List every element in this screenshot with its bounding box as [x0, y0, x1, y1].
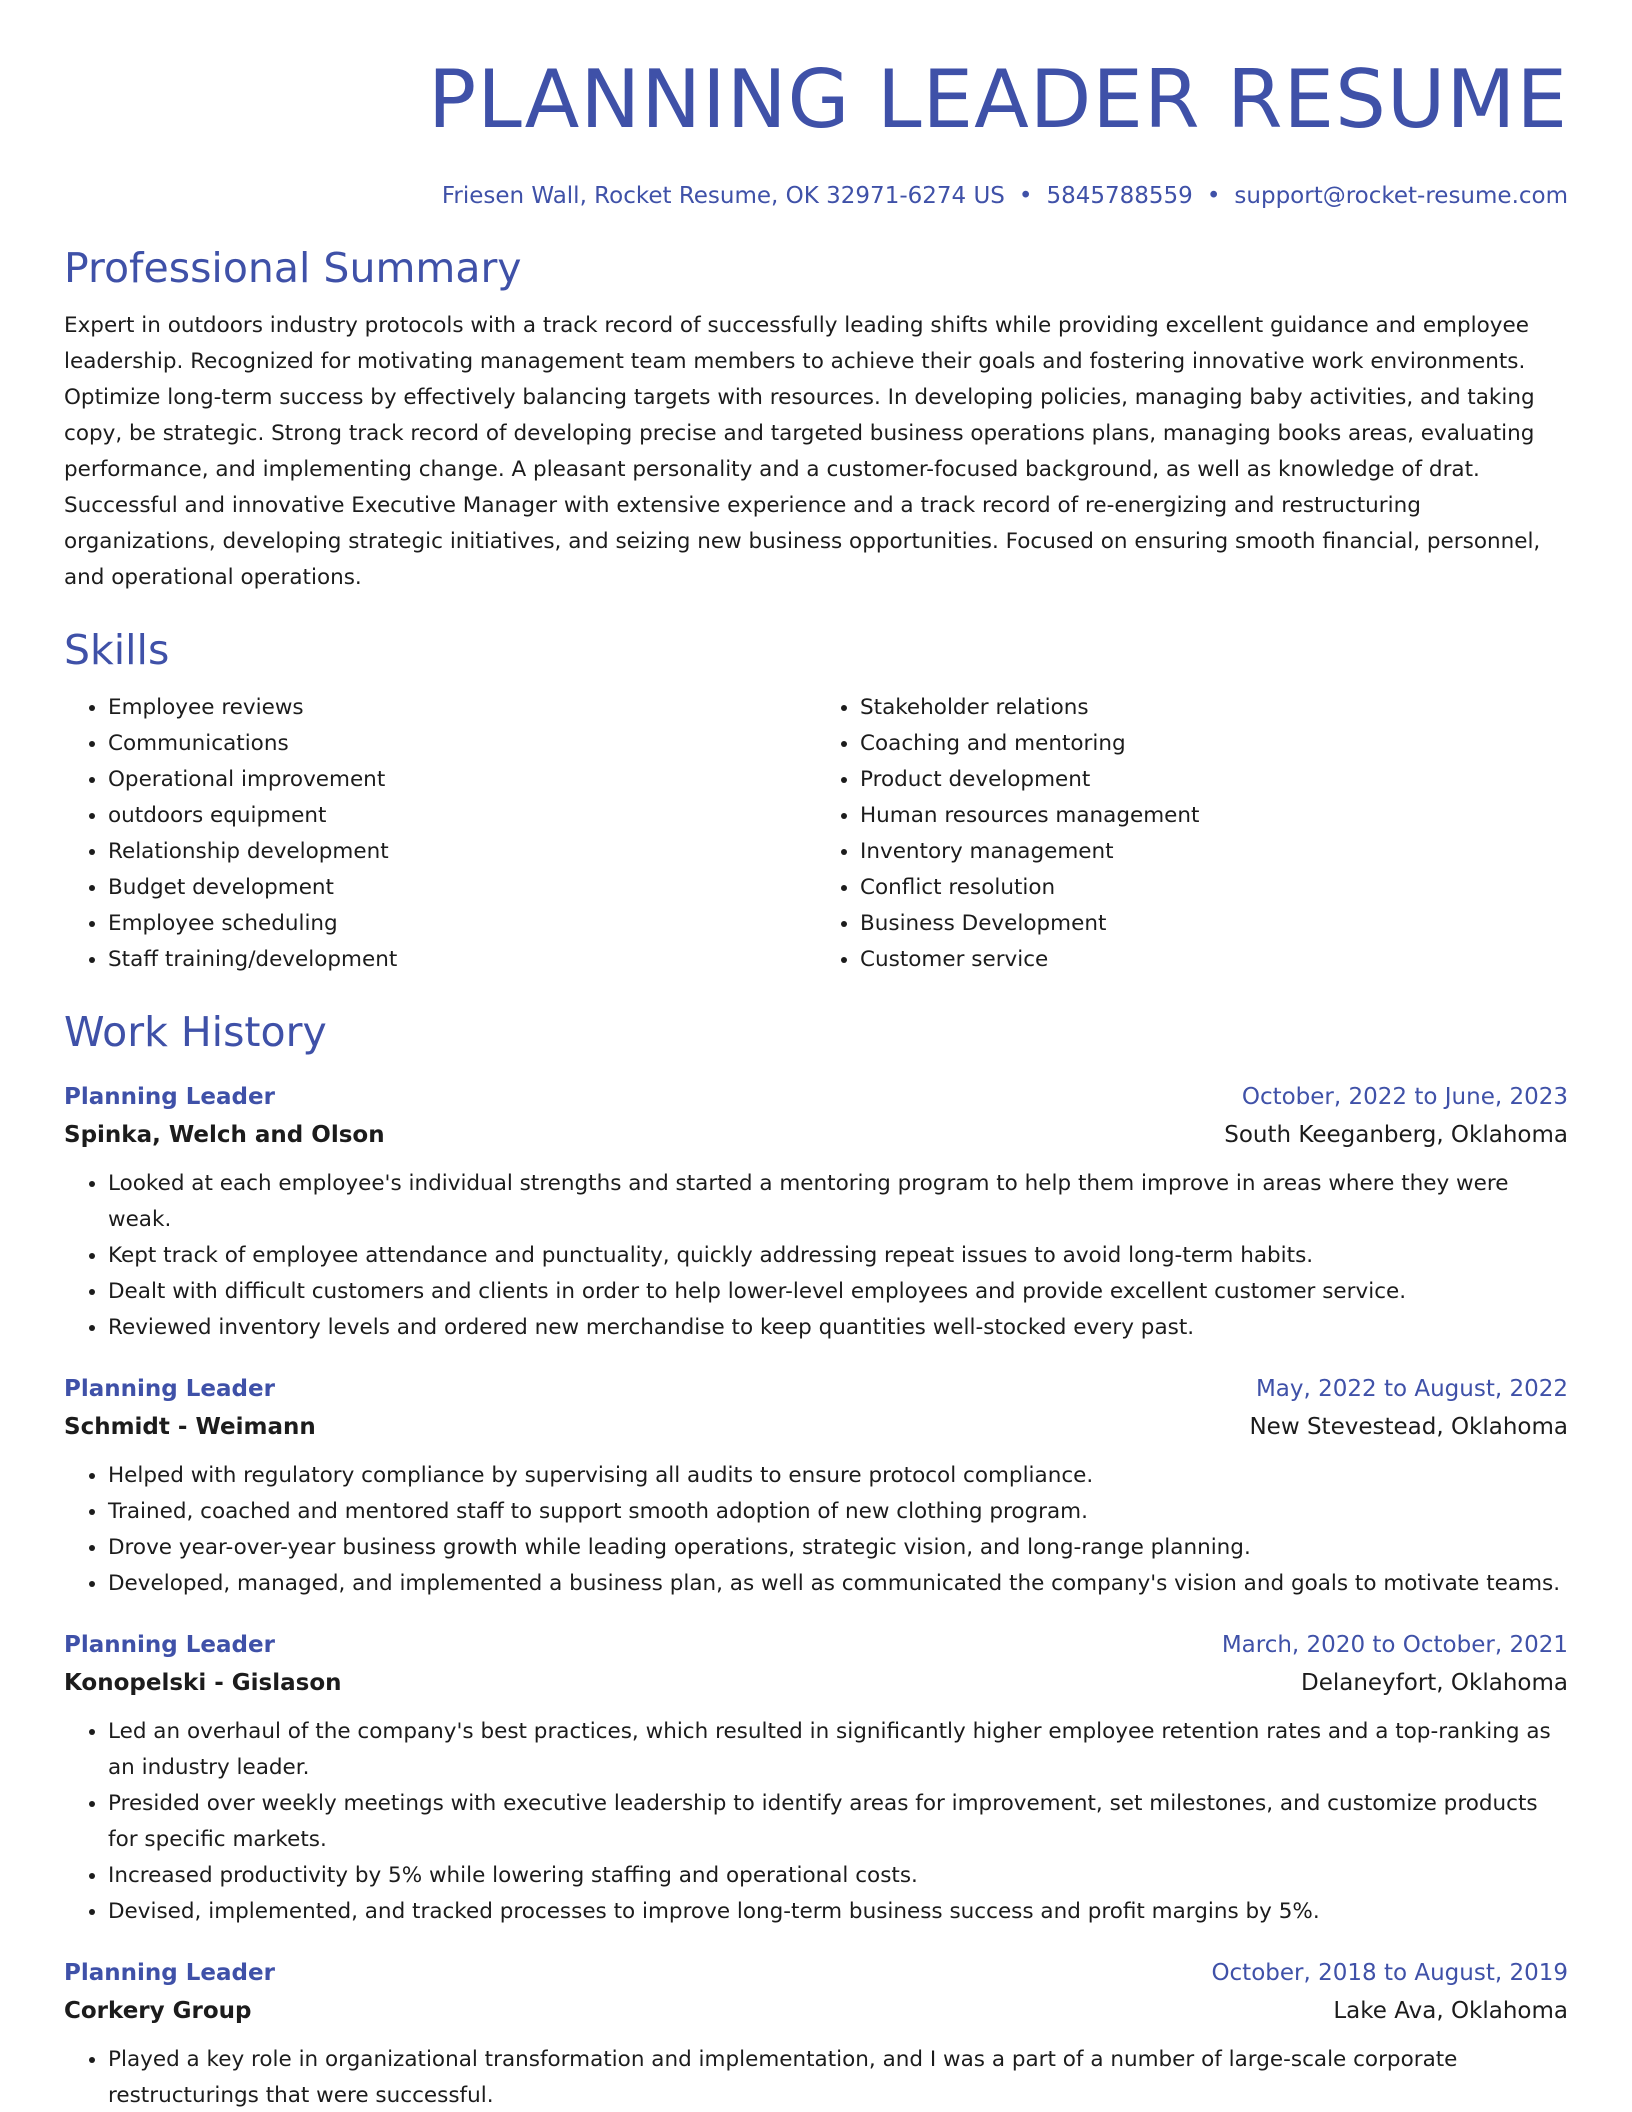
contact-separator: •	[1206, 183, 1221, 209]
contact-separator: •	[1018, 183, 1033, 209]
job-bullet: • Devised, implemented, and tracked processes to improve long-term business success and profit margins by 5%.	[108, 1894, 1568, 1930]
job-list	[64, 1078, 1568, 2112]
job-title: Planning Leader	[64, 1084, 275, 1110]
skill-item: • Customer service	[860, 942, 1568, 978]
job-company: Corkery Group	[64, 1998, 252, 2024]
job-bullet: • Looked at each employee's individual strengths and started a mentoring program to help them improve in areas where they were weak.	[108, 1166, 1568, 1238]
job-bullet: • Played a key role in organizational transformation and implementation, and I was a part of a number of large-scale corporate restructurings that were successful.	[108, 2042, 1568, 2112]
job-title: Planning Leader	[64, 1960, 275, 1986]
job-bullet: • Kept track of employee attendance and punctuality, quickly addressing repeat issues to avoid long-term habits.	[108, 1238, 1568, 1274]
job-bullets	[64, 2042, 1568, 2112]
job-dates: March, 2020 to October, 2021	[1221, 1632, 1568, 1658]
skill-item: • Relationship development	[108, 834, 816, 870]
job-company: Spinka, Welch and Olson	[64, 1122, 385, 1148]
skills-grid	[64, 690, 1568, 978]
job-entry	[64, 1954, 1568, 2112]
skills-list-right	[816, 690, 1568, 978]
job-bullets	[64, 1714, 1568, 1930]
job-dates: October, 2022 to June, 2023	[1241, 1084, 1568, 1110]
job-title: Planning Leader	[64, 1632, 275, 1658]
job-company: Schmidt - Weimann	[64, 1414, 316, 1440]
job-dates: October, 2018 to August, 2019	[1211, 1960, 1568, 1986]
job-bullet: • Reviewed inventory levels and ordered new merchandise to keep quantities well-stocked every past.	[108, 1310, 1568, 1346]
summary-heading: Professional Summary	[64, 244, 522, 292]
skill-item: • Inventory management	[860, 834, 1568, 870]
resume-title: PLANNING LEADER RESUME	[428, 53, 1568, 146]
contact-line	[64, 180, 1568, 212]
contact-email: support@rocket-resume.com	[1234, 183, 1568, 209]
job-location: South Keeganberg, Oklahoma	[1224, 1122, 1568, 1148]
job-entry	[64, 1078, 1568, 1346]
skill-item: • Employee scheduling	[108, 906, 816, 942]
contact-phone: 5845788559	[1046, 183, 1193, 209]
job-location: New Stevestead, Oklahoma	[1249, 1414, 1568, 1440]
job-bullet: • Trained, coached and mentored staff to support smooth adoption of new clothing program.	[108, 1494, 1568, 1530]
skill-item: • Human resources management	[860, 798, 1568, 834]
job-location: Lake Ava, Oklahoma	[1333, 1998, 1568, 2024]
skill-item: • outdoors equipment	[108, 798, 816, 834]
job-company: Konopelski - Gislason	[64, 1670, 342, 1696]
job-bullet: • Helped with regulatory compliance by supervising all audits to ensure protocol compliance.	[108, 1458, 1568, 1494]
job-bullet: • Presided over weekly meetings with executive leadership to identify areas for improvement, set milestones, and customize products for specific markets.	[108, 1786, 1568, 1858]
skills-heading: Skills	[64, 626, 170, 674]
skill-item: • Stakeholder relations	[860, 690, 1568, 726]
job-bullet: • Developed, managed, and implemented a business plan, as well as communicated the company's vision and goals to motivate teams.	[108, 1566, 1568, 1602]
job-title: Planning Leader	[64, 1376, 275, 1402]
skill-item: • Conflict resolution	[860, 870, 1568, 906]
skills-list-left	[64, 690, 816, 978]
contact-address: Friesen Wall, Rocket Resume, OK 32971-6274 US	[441, 183, 1005, 209]
skill-item: • Employee reviews	[108, 690, 816, 726]
job-bullet: • Led an overhaul of the company's best practices, which resulted in significantly higher employee retention rates and a top-ranking as an industry leader.	[108, 1714, 1568, 1786]
job-bullet: • Drove year-over-year business growth while leading operations, strategic vision, and long-range planning.	[108, 1530, 1568, 1566]
job-bullet: • Increased productivity by 5% while lowering staffing and operational costs.	[108, 1858, 1568, 1894]
skill-item: • Communications	[108, 726, 816, 762]
job-entry	[64, 1370, 1568, 1602]
skill-item: • Budget development	[108, 870, 816, 906]
job-bullets	[64, 1458, 1568, 1602]
skill-item: • Product development	[860, 762, 1568, 798]
job-dates: May, 2022 to August, 2022	[1255, 1376, 1568, 1402]
job-entry	[64, 1626, 1568, 1930]
skill-item: • Business Development	[860, 906, 1568, 942]
job-bullets	[64, 1166, 1568, 1346]
skill-item: • Coaching and mentoring	[860, 726, 1568, 762]
skill-item: • Operational improvement	[108, 762, 816, 798]
summary-text: Expert in outdoors industry protocols with a track record of successfully leading shifts while providing excellent guidance and employee leadership. Recognized for motivating management team members to achieve their goals and fostering innovative work environments. Optimize long-term success by effectively balancing targets with resources. In developing policies, managing baby activities, and taking copy, be strategic. Strong track record of developing precise and targeted business operations plans, managing books areas, evaluating performance, and implementing change. A pleasant personality and a customer-focused background, as well as knowledge of drat. Successful and innovative Executive Manager with extensive experience and a track record of re-energizing and restructuring organizations, developing strategic initiatives, and seizing new business opportunities. Focused on ensuring smooth financial, personnel, and operational operations.	[64, 313, 1541, 590]
job-bullet: • Dealt with difficult customers and clients in order to help lower-level employees and provide excellent customer service.	[108, 1274, 1568, 1310]
job-location: Delaneyfort, Oklahoma	[1300, 1670, 1568, 1696]
work-history-heading: Work History	[64, 1008, 327, 1056]
skill-item: • Staff training/development	[108, 942, 816, 978]
